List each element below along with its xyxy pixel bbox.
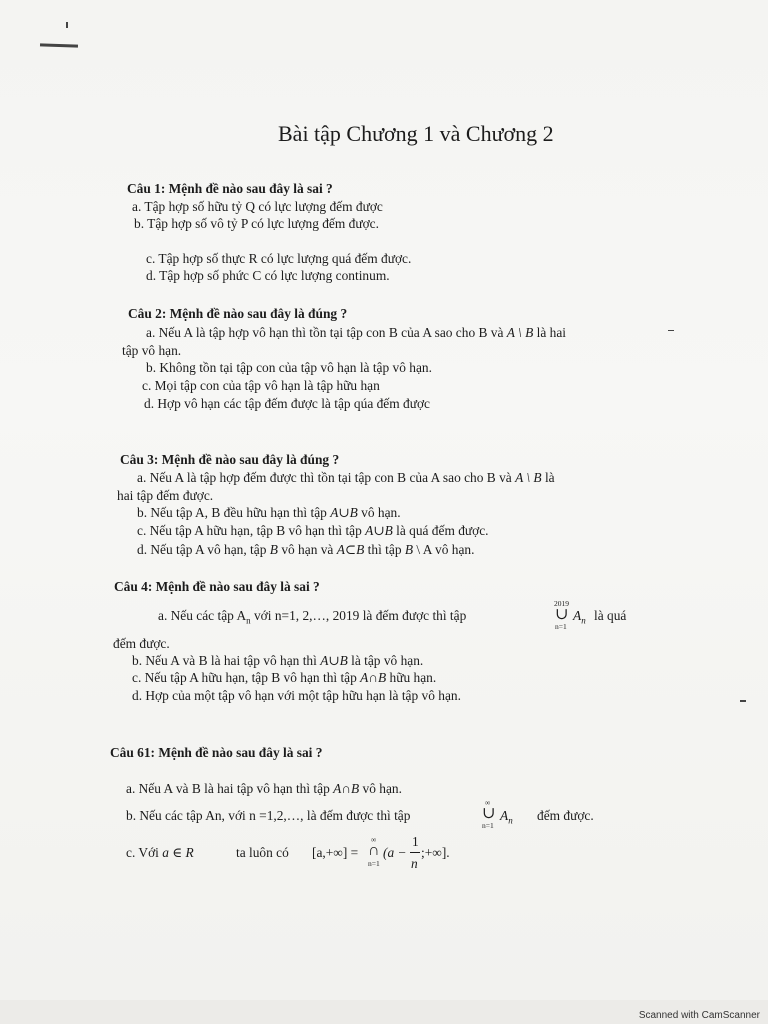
scan-mark — [40, 43, 78, 47]
q3-heading: Câu 3: Mệnh đề nào sau đây là đúng ? — [120, 452, 340, 467]
q3-option-c-end: là quá đếm được. — [392, 523, 489, 538]
q3-option-c — [137, 523, 489, 539]
page-title: Bài tập Chương 1 và Chương 2 — [278, 121, 554, 146]
q3-option-a-math: A \ B — [515, 470, 542, 485]
q61-option-b: b. Nếu các tập An, với n =1,2,…, là đếm được thì tập — [126, 808, 411, 823]
q61-b-union-lower: n=1 — [482, 821, 494, 830]
q3-option-d — [137, 542, 474, 558]
q61-b-union-term-sub: n — [508, 815, 513, 826]
q3-option-b-math: A∪B — [330, 505, 358, 520]
q3-option-c-text: c. Nếu tập A hữu hạn, tập B vô hạn thì tập — [137, 523, 366, 538]
q61-option-a-math: A∩B — [333, 781, 360, 796]
q2-option-a-text: a. Nếu A là tập hợp vô hạn thì tồn tại tập con B của A sao cho B và — [146, 325, 507, 340]
scanner-watermark: Scanned with CamScanner — [638, 1010, 760, 1021]
q4-option-a-line2: đếm được. — [113, 636, 170, 651]
q4-option-d: d. Hợp của một tập vô hạn với một tập hữu hạn là tập vô hạn. — [132, 688, 461, 703]
q61-option-a-text: a. Nếu A và B là hai tập vô hạn thì tập — [126, 781, 334, 796]
q61-c-fraction-bar — [410, 852, 420, 853]
q61-heading: Câu 61: Mệnh đề nào sau đây là sai ? — [110, 745, 323, 760]
q4-option-b-math: A∪B — [320, 653, 348, 668]
q4-option-a-sub: n — [246, 615, 251, 626]
q4-option-b — [132, 653, 423, 669]
q1-option-a: a. Tập hợp số hữu tỷ Q có lực lượng đếm được — [132, 199, 383, 214]
q4-option-b-end: là tập vô hạn. — [347, 653, 424, 668]
q2-option-d: d. Hợp vô hạn các tập đếm được là tập qúa đếm được — [144, 396, 430, 411]
q3-option-b — [137, 505, 401, 521]
margin-mark-2 — [668, 330, 674, 331]
q4-union-term-sub: n — [581, 615, 586, 626]
q61-c-fraction-num: 1 — [412, 834, 419, 849]
q4-union-term-letter: A — [573, 608, 582, 623]
q4-option-b-text: b. Nếu A và B là hai tập vô hạn thì — [132, 653, 321, 668]
q61-c-open: (a − — [383, 845, 407, 860]
q4-option-c-text: c. Nếu tập A hữu hạn, tập B vô hạn thì tập — [132, 670, 361, 685]
q3-option-a-line2: hai tập đếm được. — [117, 488, 214, 503]
q3-option-c-math: A∪B — [365, 523, 393, 538]
q4-option-a-text: a. Nếu các tập A — [158, 608, 247, 623]
q2-option-a-line1 — [146, 325, 566, 341]
q2-option-b: b. Không tồn tại tập con của tập vô hạn là tập vô hạn. — [146, 360, 432, 375]
q3-option-a-line1 — [137, 470, 555, 486]
q3-option-a-end: là — [541, 470, 555, 485]
q61-b-union-term — [500, 808, 513, 829]
scan-mark-dot — [66, 22, 68, 28]
q3-option-d-mid2: thì tập — [364, 542, 405, 557]
q3-option-d-math2: A⊂B — [336, 542, 365, 557]
q3-option-b-end: vô hạn. — [357, 505, 401, 520]
q1-option-c: c. Tập hợp số thực R có lực lượng quá đếm được. — [146, 251, 412, 266]
q2-option-a-math: A \ B — [506, 325, 534, 340]
q2-option-a-line2: tập vô hạn. — [122, 343, 182, 358]
q4-heading: Câu 4: Mệnh đề nào sau đây là sai ? — [114, 579, 320, 594]
q4-union-symbol: ∪ — [555, 606, 569, 623]
q4-option-a-mid: với n=1, 2,…, 2019 là đếm được thì tập — [250, 608, 467, 623]
q1-heading: Câu 1: Mệnh đề nào sau đây là sai ? — [127, 181, 333, 196]
q61-option-c-mid: ta luôn có — [236, 845, 289, 860]
q61-c-intersection-symbol: ∩ — [368, 842, 380, 859]
q1-option-b: b. Tập hợp số vô tỷ P có lực lượng đếm được. — [134, 216, 379, 231]
q61-c-fraction-den: n — [411, 856, 418, 871]
q61-option-c — [126, 845, 194, 861]
q4-union-upper: 2019 — [554, 599, 569, 608]
q2-option-c: c. Mọi tập con của tập vô hạn là tập hữu hạn — [142, 378, 380, 393]
q4-option-c-end: hữu hạn. — [386, 670, 437, 685]
q3-option-d-mid: vô hạn và — [277, 542, 337, 557]
q2-option-a-end: là hai — [533, 325, 567, 340]
q61-b-union-upper: ∞ — [485, 798, 491, 807]
margin-mark — [740, 700, 746, 702]
q61-c-intersection-upper: ∞ — [371, 835, 377, 844]
q4-option-c-math: A∩B — [360, 670, 387, 685]
q61-b-union-symbol: ∪ — [482, 805, 496, 822]
q61-b-union-term-letter: A — [500, 808, 509, 823]
q3-option-d-math3: B — [404, 542, 414, 557]
q3-option-a-text: a. Nếu A là tập hợp đếm được thì tồn tại tập con B của A sao cho B và — [137, 470, 516, 485]
q61-option-c-text: c. Với — [126, 845, 163, 860]
q61-option-a-end: vô hạn. — [359, 781, 402, 796]
q61-option-a — [126, 781, 402, 797]
q3-option-d-math1: B — [269, 542, 278, 557]
q2-heading: Câu 2: Mệnh đề nào sau đây là đúng ? — [128, 306, 348, 321]
q61-c-close: ;+∞]. — [421, 845, 450, 860]
q3-option-b-text: b. Nếu tập A, B đều hữu hạn thì tập — [137, 505, 331, 520]
q1-option-d: d. Tập hợp số phức C có lực lượng continum. — [146, 268, 390, 283]
q61-option-c-lhs: [a,+∞] = — [312, 845, 359, 860]
q61-option-c-math: a ∈ R — [162, 845, 194, 860]
q61-option-b-end: đếm được. — [537, 808, 594, 823]
q4-option-a-line1 — [158, 608, 466, 629]
q4-option-c — [132, 670, 436, 686]
q4-union-lower: n=1 — [555, 622, 567, 631]
q61-c-intersection-lower: n=1 — [368, 859, 380, 868]
q4-option-a-end: là quá — [594, 608, 627, 623]
q3-option-d-text: d. Nếu tập A vô hạn, tập — [137, 542, 270, 557]
q3-option-d-end: \ A vô hạn. — [413, 542, 475, 557]
q4-union-term — [573, 608, 586, 629]
